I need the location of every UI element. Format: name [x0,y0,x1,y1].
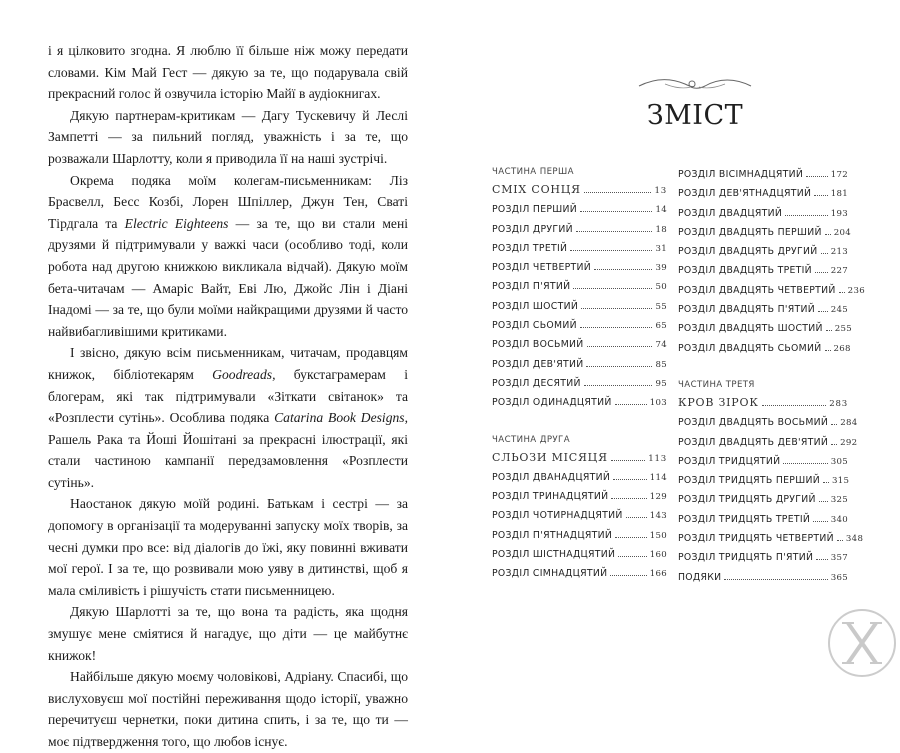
toc-entry-label: РОЗДІЛ ДВАДЦЯТЬ ЧЕТВЕРТИЙ [678,284,836,296]
toc-entry [678,528,864,547]
toc-page-number: 283 [829,398,848,409]
toc-page-number: 181 [830,189,848,200]
text-span: І звісно, дякую всім письменникам, читачам, продавцям книжок, бібліотекарям [48,345,408,382]
toc-page-number: 113 [648,453,667,464]
toc-dot-leader [626,505,647,518]
toc-dot-leader [573,276,652,289]
toc-entry [492,315,667,334]
toc-entry-label: РОЗДІЛ П'ЯТИЙ [492,281,571,293]
toc-entry [492,238,667,257]
toc-column-left [492,164,667,583]
toc-entry-label: РОЗДІЛ ТРИДЦЯТИЙ [678,455,781,467]
toc-entry [492,296,667,315]
toc-dot-leader [584,180,652,193]
toc-entry [492,276,667,295]
toc-entry-label: РОЗДІЛ ТРИДЦЯТЬ ДРУГИЙ [678,494,816,506]
toc-entry [678,451,848,470]
toc-entry [492,354,667,373]
toc-page-number: 325 [830,495,848,506]
toc-page-number: 55 [655,301,667,312]
toc-page-number: 39 [655,263,667,274]
toc-entry [678,299,848,318]
toc-entry [492,544,667,563]
toc-part-title [678,393,848,412]
toc-entry [678,222,852,241]
toc-dot-leader [576,219,653,232]
toc-page-number: 143 [649,511,667,522]
toc-part-label: ЧАСТИНА ДРУГА [492,434,570,445]
toc-dot-leader [813,509,828,522]
toc-dot-leader [825,222,831,235]
paragraph [48,342,408,493]
toc-page-number: 315 [831,476,850,487]
paragraph: Найбільше дякую моєму чоловікові, Адріану. Спасибі, що вислуховуєш мої постійні переживання щодо історії, уважно перечитуєш чернетки, поки дитина спить, і за те, що ти — моє підтвердження того, що любов існує. [48,669,408,749]
toc-entry-label: РОЗДІЛ ДЕСЯТИЙ [492,377,581,389]
toc-dot-leader [816,547,827,560]
toc-entry-label: КРОВ ЗІРОК [678,395,759,409]
toc-part-label: ЧАСТИНА ПЕРША [492,167,574,177]
toc-entry [492,392,667,411]
toc-page-number: 13 [654,186,667,196]
toc-entry-label: РОЗДІЛ ДВАДЦЯТЬ ШОСТИЙ [678,323,823,335]
toc-entry-label: РОЗДІЛ ЧЕТВЕРТИЙ [492,262,592,274]
toc-entry [678,280,865,299]
paragraph: Наостанок дякую моїй родині. Батькам і сестрі — за допомогу в організації та модеруванні запуску моїх творів, за чесні думки про все: від діалогів до їжі, яку повинні вживати мої герої. І за те, що розвивали мою уяву в дитинстві, щоб я мала сміливість і рішучість стати письменницею. [48,496,408,598]
toc-entry [492,199,667,218]
toc-entry-label: РОЗДІЛ ДВАДЦЯТИЙ [678,207,783,219]
text-span: букстаграмерам і блогерам, які так підтримували «Зіткати світанок» та «Розплести сутінь». Особлива подяка [48,366,408,426]
toc-entry [492,257,667,276]
toc-page-number: 103 [649,398,667,409]
toc-page-number: 340 [830,514,848,525]
toc-dot-leader [818,299,828,312]
toc-entry-label: РОЗДІЛ ДВАДЦЯТЬ П'ЯТИЙ [678,304,815,316]
toc-entry-label: РОЗДІЛ ДВАДЦЯТЬ ДРУГИЙ [678,246,818,258]
toc-page-number: 305 [830,456,848,467]
toc-dot-leader [587,334,653,347]
toc-dot-leader [618,544,646,557]
toc-entry [678,509,848,528]
toc-entry [678,183,848,202]
toc-entry [678,412,858,431]
toc-dot-leader [831,432,837,445]
toc-dot-leader [580,315,653,328]
toc-title: ЗМІСТ [646,100,744,131]
toc-page-number: 129 [649,492,667,503]
toc-entry [678,241,848,260]
toc-dot-leader [586,354,652,367]
toc-dot-leader [831,412,837,425]
toc-entry-label: РОЗДІЛ ВОСЬМИЙ [492,339,584,351]
toc-entry-label: РОЗДІЛ ТРИДЦЯТЬ ПЕРШИЙ [678,475,820,487]
toc-entry-label: РОЗДІЛ ДВАДЦЯТЬ ПЕРШИЙ [678,226,822,238]
toc-page-number: 95 [655,378,667,389]
toc-dot-leader [825,338,831,351]
toc-dot-leader [762,393,827,406]
toc-entry-label: РОЗДІЛ ДВАДЦЯТЬ ТРЕТІЙ [678,265,812,277]
toc-entry [492,334,667,353]
toc-page-number: 204 [833,227,852,238]
toc-entry-label: РОЗДІЛ ОДИНАДЦЯТИЙ [492,397,612,409]
toc-page-number: 268 [833,343,851,354]
toc-page-number: 292 [840,437,858,448]
toc-page-number: 14 [655,205,667,216]
toc-page-number: 65 [655,321,667,332]
toc-entry [678,489,848,508]
toc-entry [678,470,848,489]
toc-dot-leader [814,183,827,196]
toc-page-number: 357 [830,553,848,564]
toc-dot-leader [615,392,647,405]
toc-page-number: 114 [649,472,667,483]
toc-dot-leader [839,280,845,293]
toc-page-number: 166 [649,569,667,580]
paragraph: і я цілковито згодна. Я люблю її більше ніж можу передати словами. Кім Май Гест — дякую за те, що подарувала свій прекрасний голос й озвучила історію Майї в аудіокнигах. [48,43,408,102]
toc-page-number: 31 [655,243,667,254]
toc-entry [678,164,848,183]
toc-entry [492,219,667,238]
toc-page-number: 50 [655,282,667,293]
toc-entry [678,547,848,566]
toc-dot-leader [815,260,828,273]
toc-page-number: 74 [655,340,667,351]
toc-spacer [492,412,667,432]
toc-part-label: ЧАСТИНА ТРЕТЯ [678,379,755,390]
paragraph [48,170,408,343]
toc-entry-label: РОЗДІЛ СЬОМИЙ [492,320,577,332]
toc-page-number: 193 [830,208,848,219]
toc-entry-label: РОЗДІЛ ДВАДЦЯТЬ СЬОМИЙ [678,342,822,354]
toc-entry [678,260,848,279]
toc-dot-leader [724,567,827,580]
toc-dot-leader [584,373,653,386]
toc-entry-label: РОЗДІЛ ТРИНАДЦЯТИЙ [492,491,609,503]
toc-page-number: 150 [649,530,667,541]
toc-page-number: 245 [830,305,848,316]
toc-part-title [492,448,667,467]
toc-page-number: 284 [840,418,858,429]
toc-entry [492,373,667,392]
toc-entry [492,505,667,524]
toc-dot-leader [594,257,652,270]
italic-span: Catarina Book Designs [274,410,405,426]
toc-entry-label: РОЗДІЛ ДВАДЦЯТЬ ДЕВ'ЯТИЙ [678,436,829,448]
ornament-icon [635,72,755,94]
toc-dot-leader [613,467,647,480]
toc-dot-leader [821,241,828,254]
toc-dot-leader [783,451,827,464]
toc-entry-label: РОЗДІЛ ПЕРШИЙ [492,204,578,216]
toc-entry-label: СЛЬОЗИ МІСЯЦЯ [492,450,608,464]
toc-entry-label: РОЗДІЛ П'ЯТНАДЦЯТИЙ [492,529,613,541]
toc-entry-label: РОЗДІЛ ТРИДЦЯТЬ П'ЯТИЙ [678,552,814,564]
toc-entry-label: РОЗДІЛ ДРУГИЙ [492,223,573,235]
toc-dot-leader [611,486,646,499]
toc-entry-label: СМІХ СОНЦЯ [492,183,581,196]
toc-entry [492,563,667,582]
toc-page-number: 236 [847,285,865,296]
toc-dot-leader [785,203,828,216]
toc-entry-label: РОЗДІЛ ДВАДЦЯТЬ ВОСЬМИЙ [678,417,829,429]
toc-entry [492,467,667,486]
toc-page-number: 227 [830,266,848,277]
toc-entry-label: РОЗДІЛ ТРИДЦЯТЬ ЧЕТВЕРТИЙ [678,533,834,545]
toc-spacer [678,357,848,377]
toc-entry-label: РОЗДІЛ ТРИДЦЯТЬ ТРЕТІЙ [678,513,811,525]
toc-page-number: 213 [830,247,848,258]
toc-entry-label: РОЗДІЛ ДЕВ'ЯТНАДЦЯТИЙ [678,188,812,200]
toc-entry-label: РОЗДІЛ СІМНАДЦЯТИЙ [492,568,608,580]
toc-page-number: 18 [655,224,667,235]
toc-page-number: 160 [649,550,667,561]
toc-entry-label: РОЗДІЛ ШОСТИЙ [492,300,579,312]
toc-dot-leader [837,528,843,541]
toc-part-title [492,180,667,199]
toc-page-number: 365 [830,572,848,583]
toc-dot-leader [806,164,828,177]
acknowledgements-text [48,40,408,753]
publisher-logo-x-icon [826,607,898,679]
toc-page-number: 348 [845,534,864,545]
toc-entry-label: РОЗДІЛ ШІСТНАДЦЯТИЙ [492,549,616,561]
toc-column-right [678,164,865,586]
toc-entry-label: РОЗДІЛ ЧОТИРНАДЦЯТИЙ [492,510,623,522]
toc-dot-leader [581,296,652,309]
toc-dot-leader [611,448,645,461]
toc-dot-leader [615,525,647,538]
toc-page-number: 85 [655,359,667,370]
toc-dot-leader [610,563,646,576]
text-span: , Рашель Рака та Йоші Йошітані за прекрасні ілюстрації, які стали частиною кампанії передзамовлення «Розплести сутінь». [48,410,408,490]
paragraph: Дякую партнерам-критикам — Дагу Тускевичу й Леслі Зампетті — за пильний погляд, уважність і за те, що розважали Шарлотту, коли я приводила її на наші зустрічі. [48,107,408,166]
toc-entry [678,318,853,337]
toc-page-number: 255 [834,324,853,335]
toc-dot-leader [570,238,652,251]
toc-entry-label: РОЗДІЛ ТРЕТІЙ [492,242,568,254]
toc-entry [678,567,848,586]
toc-entry [678,432,858,451]
toc-dot-leader [823,470,829,483]
toc-entry-label: ПОДЯКИ [678,571,722,583]
toc-entry [678,338,851,357]
text-span: — за те, що ви стали мені друзями й підтримували у важкі часи (особливо тоді, коли робота над другою книжкою викликала відчай). Дякую моїм бета-читачам — Амаріс Вайт, Еві Лю, Джойс Лін і Діані Інадомі — за те, що були моїми найкращими друзями й часто найвибагливішими критиками. [48,215,409,339]
toc-entry-label: РОЗДІЛ ДЕВ'ЯТИЙ [492,358,584,370]
paragraph: Дякую Шарлотті за те, що вона та радість, яка щодня змушує мене сміятися й нагадує, що діти — це майбутнє книжок! [48,604,408,663]
toc-entry-label: РОЗДІЛ ВІСІМНАДЦЯТИЙ [678,169,804,180]
toc-entry [492,486,667,505]
toc-page-number: 172 [830,170,848,180]
toc-dot-leader [819,489,828,502]
text-span: Окрема подяка моїм колегам-письменникам: Ліз Брасвелл, Бесс Козбі, Лорен Шпіллер, Джун Тен, Сваті Тірдгала та [48,172,408,231]
italic-span: Electric Eighteens [124,215,229,231]
toc-dot-leader [580,199,652,212]
toc-entry-label: РОЗДІЛ ДВАНАДЦЯТИЙ [492,471,611,483]
toc-entry [678,203,848,222]
italic-span: Goodreads, [212,366,276,382]
toc-entry [492,525,667,544]
toc-dot-leader [826,318,832,331]
